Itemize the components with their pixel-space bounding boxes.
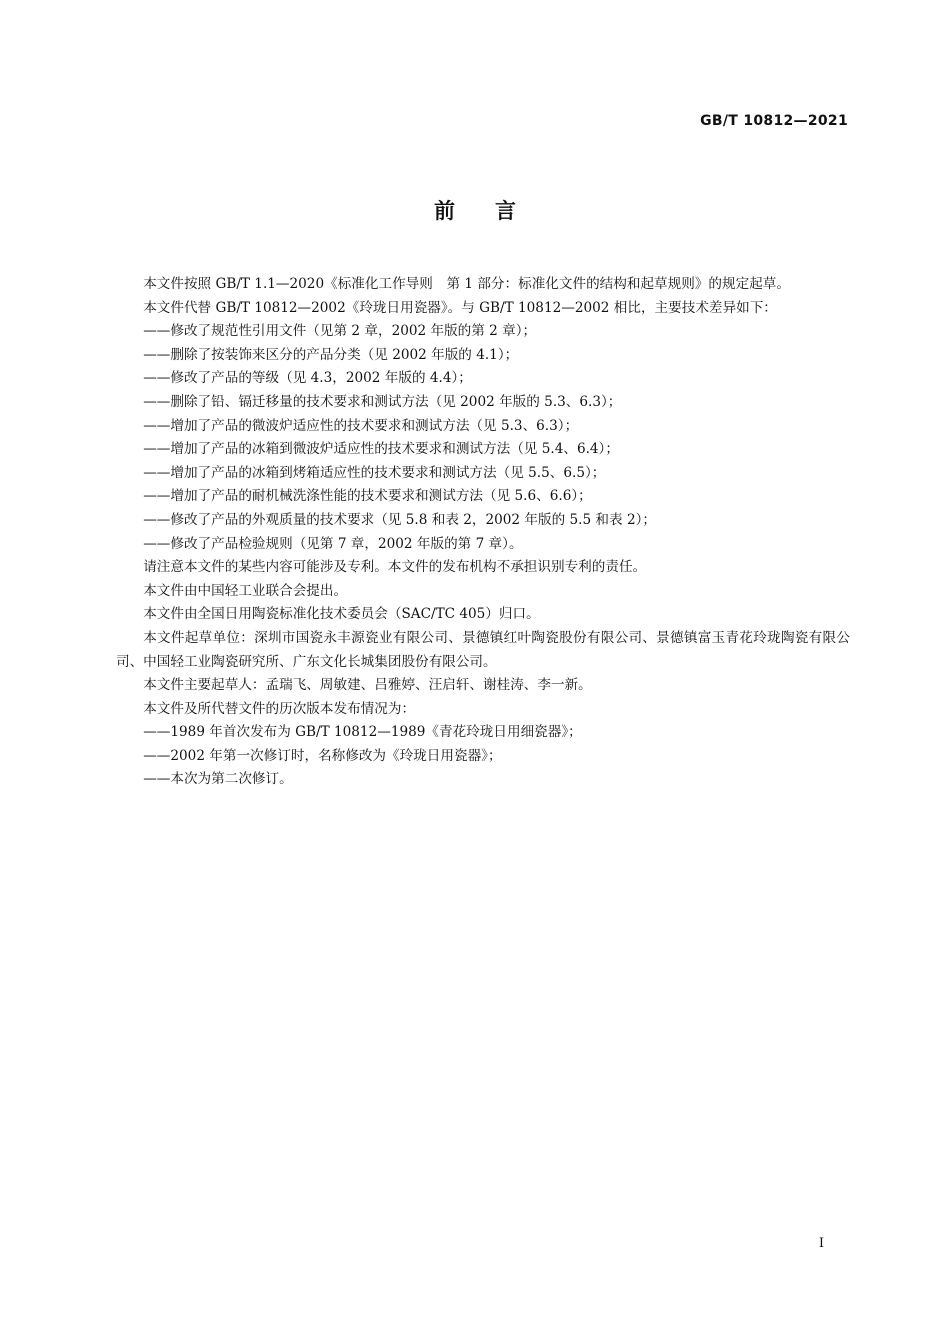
paragraph-drafting-basis: 本文件按照 GB/T 1.1—2020《标准化工作导则 第 1 部分：标准化文件的结构和起草规则》的规定起草。: [143, 276, 790, 292]
page-title: 前言: [434, 199, 556, 223]
paragraph-committee: 本文件由全国日用陶瓷标准化技术委员会（SAC/TC 405）归口。: [143, 606, 540, 623]
list-item: ——1989 年首次发布为 GB/T 10812—1989《青花玲珑日用细瓷器》；: [143, 724, 582, 741]
paragraph-patent-notice: 请注意本文件的某些内容可能涉及专利。本文件的发布机构不承担识别专利的责任。: [143, 559, 647, 576]
paragraph-replacement: 本文件代替 GB/T 10812—2002《玲珑日用瓷器》。与 GB/T 10812—2002 相比，主要技术差异如下：: [143, 299, 777, 316]
standard-code: GB/T 10812—2021: [700, 113, 848, 129]
list-item: ——增加了产品的冰箱到烤箱适应性的技术要求和测试方法（见 5.5、6.5）；: [143, 464, 606, 481]
list-item: ——2002 年第一次修订时，名称修改为《玲珑日用瓷器》；: [143, 747, 502, 764]
list-item: ——修改了产品检验规则（见第 7 章，2002 年版的第 7 章）。: [143, 535, 523, 552]
paragraph-drafters: 本文件主要起草人：孟瑞飞、周敏建、吕雅婷、汪启轩、谢桂涛、李一新。: [143, 677, 592, 694]
list-item: ——修改了产品的等级（见 4.3，2002 年版的 4.4）；: [143, 370, 472, 387]
paragraph-history-intro: 本文件及所代替文件的历次版本发布情况为：: [143, 700, 416, 717]
page-number: I: [818, 1236, 824, 1251]
list-item: ——删除了铅、镉迁移量的技术要求和测试方法（见 2002 年版的 5.3、6.3）；: [143, 393, 622, 410]
list-item: ——增加了产品的微波炉适应性的技术要求和测试方法（见 5.3、6.3）；: [143, 417, 579, 434]
list-item: ——修改了规范性引用文件（见第 2 章，2002 年版的第 2 章）；: [143, 323, 537, 340]
list-item: ——本次为第二次修订。: [143, 771, 293, 788]
foreword-body: [116, 273, 850, 792]
list-item: ——增加了产品的冰箱到微波炉适应性的技术要求和测试方法（见 5.4、6.4）；: [143, 441, 619, 458]
paragraph-drafting-units: 本文件起草单位：深圳市国瓷永丰源瓷业有限公司、景德镇红叶陶瓷股份有限公司、景德镇富玉青花玲珑陶瓷有限公司、中国轻工业陶瓷研究所、广东文化长城集团股份有限公司。: [116, 629, 850, 670]
paragraph-proposer: 本文件由中国轻工业联合会提出。: [143, 582, 348, 599]
list-item: ——修改了产品的外观质量的技术要求（见 5.8 和表 2，2002 年版的 5.5 和表 2）；: [143, 511, 656, 528]
list-item: ——删除了按装饰来区分的产品分类（见 2002 年版的 4.1）；: [143, 346, 519, 363]
list-item: ——增加了产品的耐机械洗涤性能的技术要求和测试方法（见 5.6、6.6）；: [143, 488, 592, 505]
